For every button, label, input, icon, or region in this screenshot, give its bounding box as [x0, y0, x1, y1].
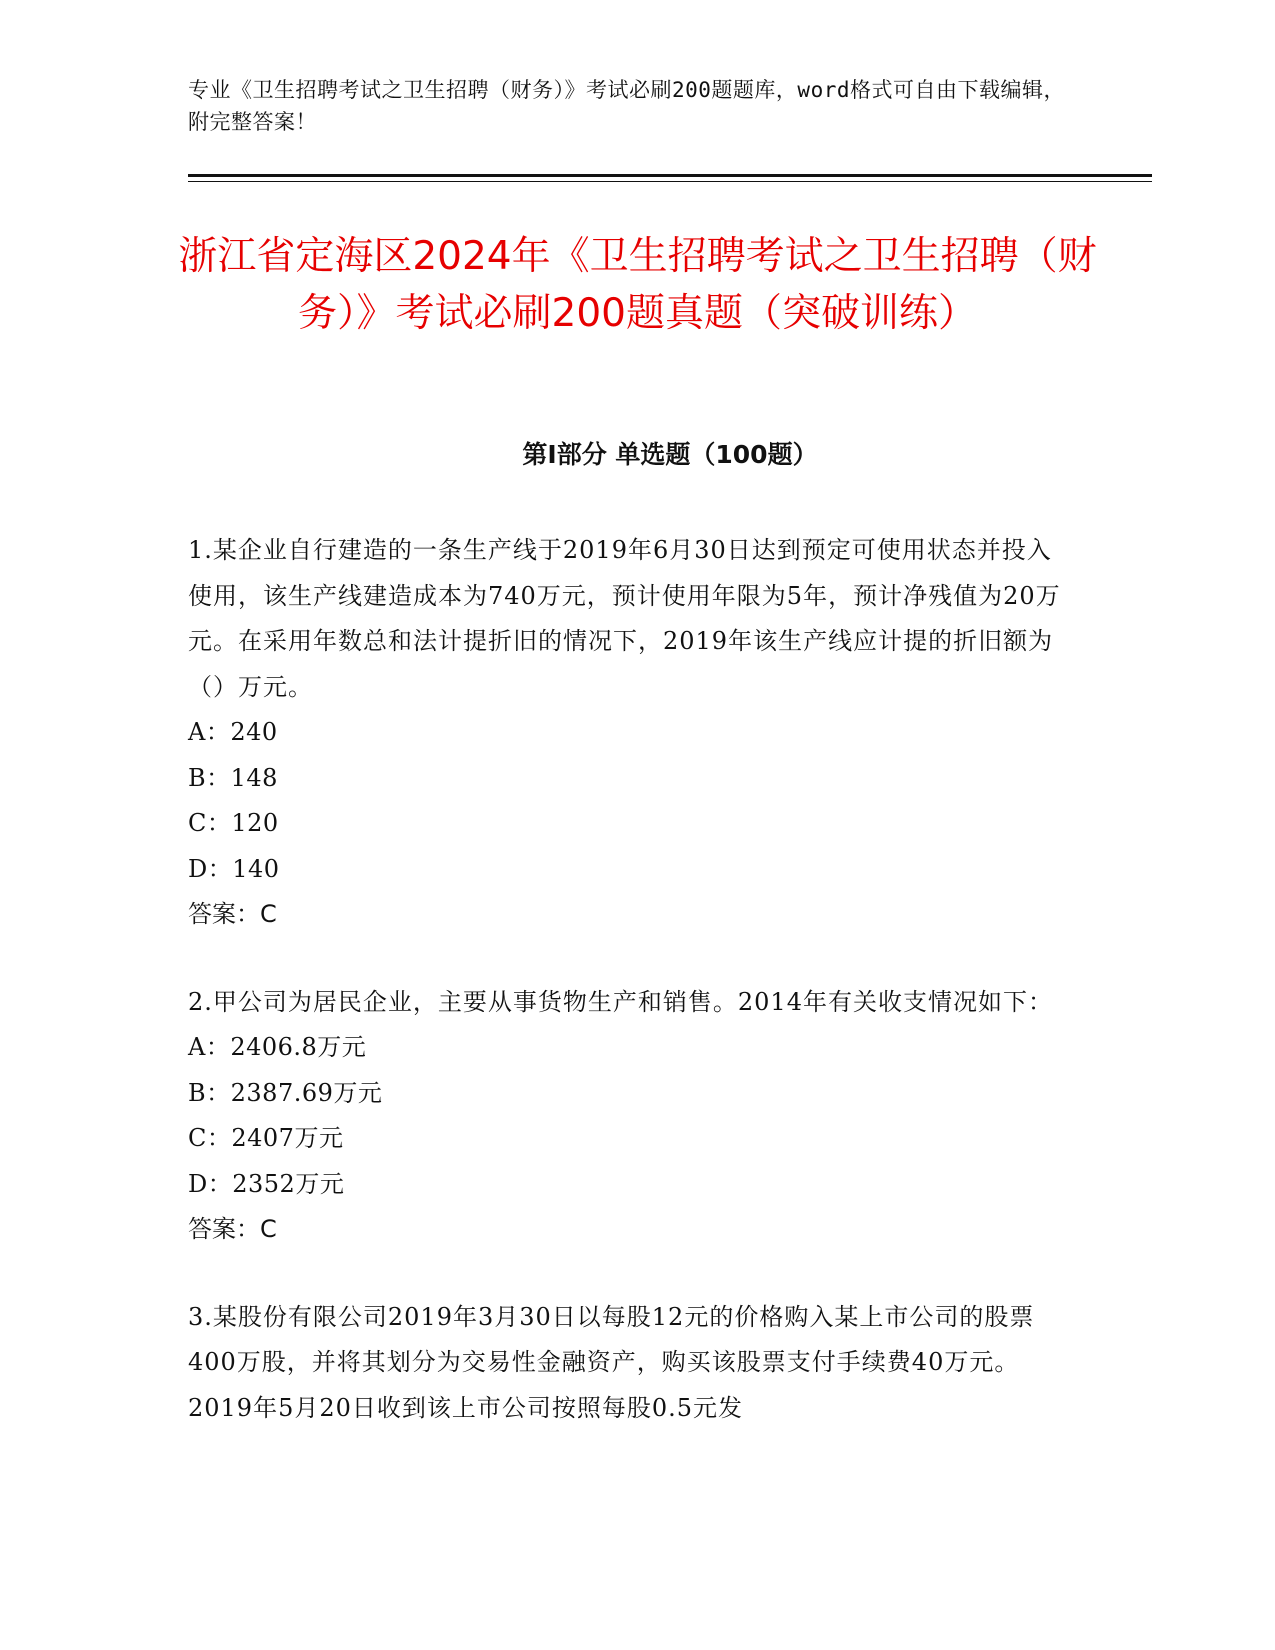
header-divider-thick: [188, 174, 1152, 177]
option-d: D：2352万元: [188, 1169, 345, 1198]
question-stem: 1.某企业自行建造的一条生产线于2019年6月30日达到预定可使用状态并投入使用，该生产线建造成本为740万元，预计使用年限为5年，预计净残值为20万元。在采用年数总和法计提折旧的情况下，2019年该生产线应计提的折旧额为（）万元。: [188, 536, 1061, 701]
section-heading: 第Ⅰ部分 单选题（100题）: [522, 440, 818, 469]
answer-line: 答案：C: [188, 1215, 277, 1243]
question-stem: 2.甲公司为居民企业，主要从事货物生产和销售。2014年有关收支情况如下：: [188, 987, 1053, 1016]
question-2: [188, 980, 1068, 1253]
document-title: 浙江省定海区2024年《卫生招聘考试之卫生招聘（财务）》考试必刷200题真题（突破训练）: [178, 234, 1097, 336]
option-a: A：240: [188, 718, 278, 746]
option-c: C：2407万元: [188, 1124, 344, 1152]
question-1: [188, 528, 1068, 938]
option-d: D：140: [188, 854, 280, 883]
question-list: [188, 528, 1068, 1473]
option-b: B：2387.69万元: [188, 1078, 383, 1107]
header-note: 专业《卫生招聘考试之卫生招聘（财务）》考试必刷200题题库，word格式可自由下载编辑，附完整答案！: [188, 78, 1065, 134]
question-3: [188, 1295, 1068, 1432]
option-a: A：2406.8万元: [188, 1033, 367, 1061]
option-c: C：120: [188, 809, 279, 837]
header-divider-thin: [188, 181, 1152, 182]
option-b: B：148: [188, 763, 278, 792]
question-stem: 3.某股份有限公司2019年3月30日以每股12元的价格购入某上市公司的股票400万股，并将其划分为交易性金融资产，购买该股票支付手续费40万元。2019年5月20日收到该上市公司按照每股0.5元发: [188, 1302, 1035, 1422]
answer-line: 答案：C: [188, 900, 277, 928]
